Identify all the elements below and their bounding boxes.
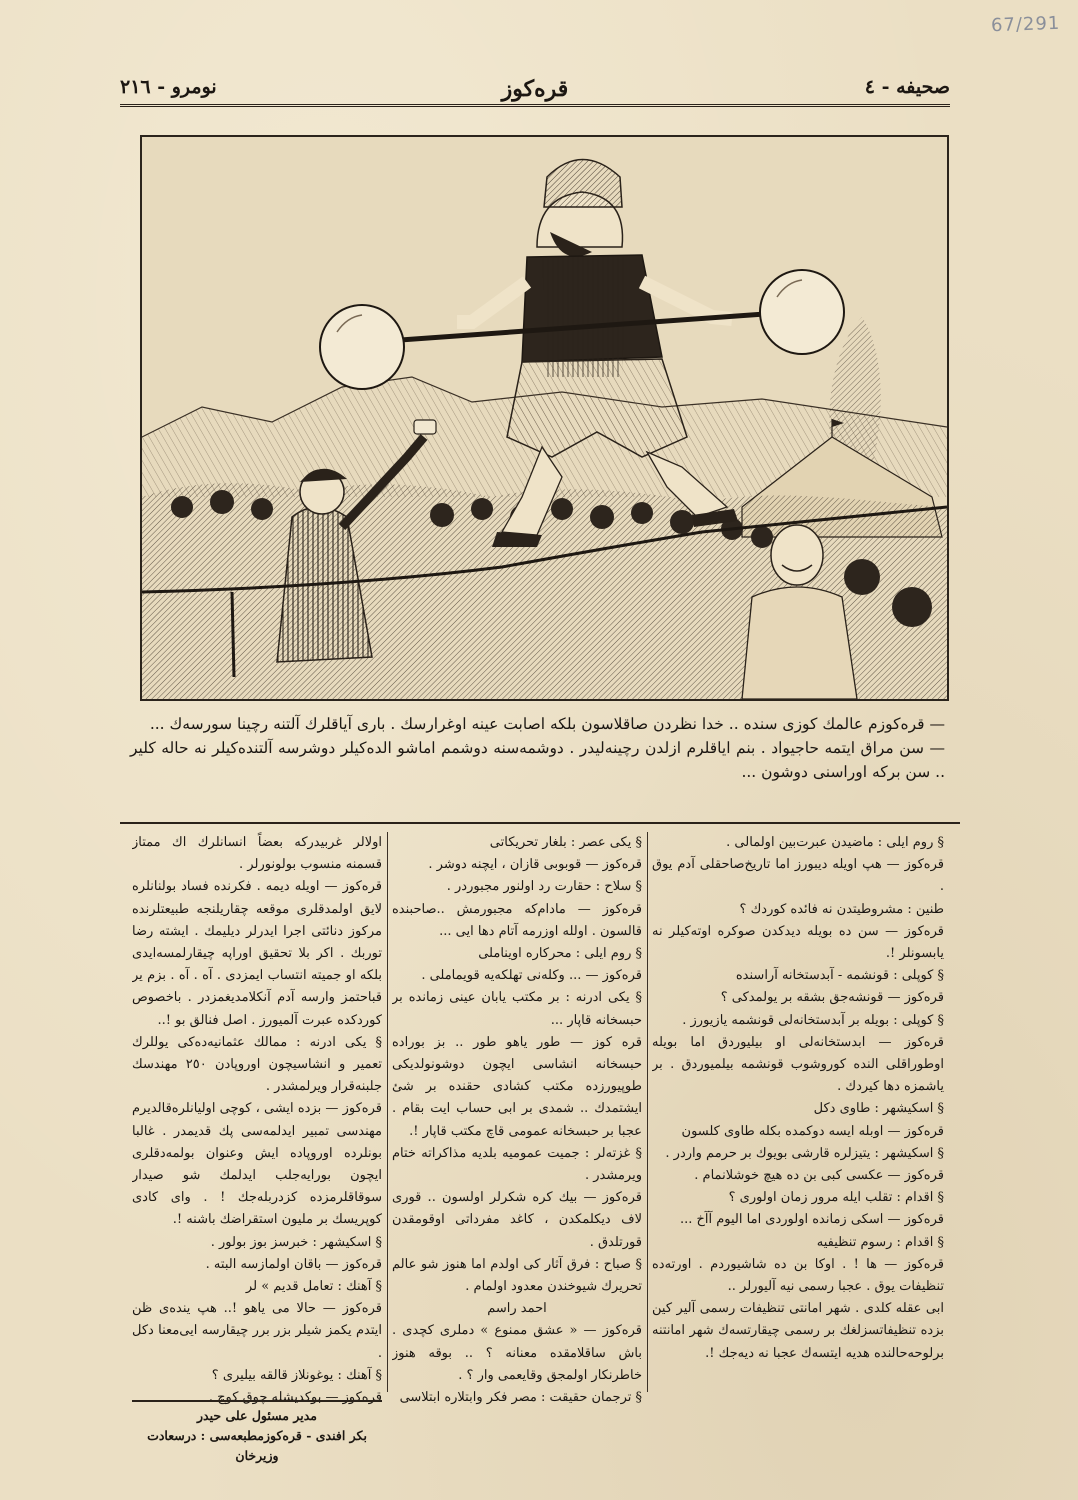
column-paragraph: قره‌كوز — بزده ايشى ، كوچى اوليانلره‌قالديرم مهندسى تمبير ايدلمه‌سى پك قديمدر . غالبا بونلرده اوروپاده ايش وعنوان بولمه‌دقلرى ايچون بورايه‌جلب ايدلمك شو صيدار سوقاقلرمزده كزدربله‌جك ! . واى كادى كوپريسك بر مليون استقراضك باشنه !. (132, 1101, 382, 1228)
column-paragraph: § كوپلى : قونشمه - آبدستخانه آراسنده (735, 968, 944, 984)
barbell-ball-right (760, 270, 844, 354)
column-paragraph: § يكى عصر : بلغار تحريكاتى (489, 835, 642, 850)
column-paragraph: قره‌كوز — سن ده بويله ديدكدن صوكره اوته‌كيلر نه يابسونلر !. (652, 923, 944, 962)
publisher-credits (132, 1400, 382, 1466)
tightrope-cartoon (142, 137, 947, 699)
column-paragraph: § اسكيشهر : خبرسز بوز بولور . (210, 1234, 382, 1250)
column-paragraph: قره‌كوز — اوبله ايسه دوكمده بكله طاوى كلسون (681, 1123, 944, 1139)
column-divider (647, 832, 648, 1392)
cartoon-caption (130, 712, 945, 812)
column-left (132, 832, 382, 1462)
column-paragraph: § يكى ادرنه : ممالك عثمانيه‌ده‌كى يوللرك تعمير و انشاسيچون اوروپادن ٢٥٠ مهندسك جلبنه‌قرار ويرلمشدر . (132, 1034, 382, 1095)
page-number: صحيفه - ٤ (864, 76, 950, 98)
column-paragraph: قره‌كوز — ... وكله‌نى تهلكه‌يه قويماملى . (421, 968, 642, 984)
column-paragraph: § اسكيشهر : يتيزلره قارشى بويوك بر حرمم واردر . (665, 1145, 944, 1161)
editor-credit: مدير مسئول على حيدر (197, 1408, 317, 1423)
column-paragraph: قره‌كوز — اويله ديمه . فكرنده فساد بولنانلره لايق اولمدقلرى موقعه چقاريلنجه طبيعتلرنده مركوز دنائتى اجرا ايدرلر ديليمك . ايشته رضا توربك . اكر بلا تحقيق اوراپه چيقارلمسه‌ايدى بلكه او جميته انتساب ايمزدى . آه . آه . بزم ير قباحتمز وارسه آدم آنكلامديغمزدر . باخصوص كوردكده عبرت آلميورز . اصل فنالق بو !.. (132, 879, 382, 1028)
column-paragraph: قره كوز — طور ياهو طور .. بز بوراده حبسخانه انشاسى ايچون دوشونولديكى طوپيورزده مكتب كشادى حقنده بر شئ ايشتمدك .. شمدى بر ابى حساب ايت بقام . عجبا بر حبسخانه عمومى قاچ مكتب قاپار !. (392, 1034, 642, 1139)
column-paragraph: ابى عقله كلدى . شهر امانتى تنظيفات رسمى آلير كين بزده تنظيفاتسزلغك بر رسمى چيقارتسه‌ك شهر امانتنه برلوحه‌حالنده هديه ايتسه‌ك عجبا نه ديه‌جك !. (652, 1301, 944, 1361)
cartoon-illustration (140, 135, 949, 701)
column-paragraph: قره‌كوز — هپ اويله ديبورز اما تاريخ‌صاحقلى آدم يوق . (652, 857, 944, 895)
column-paragraph: قره‌كوز — بوكديشله چوق كوچ . (208, 1390, 382, 1406)
column-middle (392, 832, 642, 1462)
column-paragraph: احمد راسم (487, 1301, 547, 1317)
masthead-title: قره‌كوز (501, 76, 569, 102)
column-paragraph: قره‌كوز — حالا مى ياهو !.. هپ ينده‌ى ظن ايتدم يكمز شيلر بزر برر چيقارسه ايى‌معنا دكل . (132, 1301, 382, 1361)
column-paragraph: § يكى ادرنه : بر مكتب يابان عينى زمانده بر حبسخانه قاپار ... (392, 990, 642, 1028)
caption-line: — سن مراق ايتمه حاجيواد . بنم اياقلرم ازلدن رچينه‌ليدر . دوشمه‌سنه دوشمم اماشو الده‌كيلر دوشرسه آلتنده‌كيلر نه حاله كلير .. سن بركه اوراسنى دوشون ... (130, 739, 945, 781)
column-paragraph: قره‌كوز — اسكى زمانده اولوردى اما اليوم آآخ ... (679, 1212, 944, 1228)
column-paragraph: § اسكيشهر : طاوى دكل (813, 1101, 944, 1117)
column-paragraph: § روم ايلى : ماضيدن عبرت‌بين اولمالى . (726, 835, 944, 850)
column-paragraph: § اقدام : تقلب ايله مرور زمان اولورى ؟ (728, 1190, 944, 1206)
column-paragraph: قره‌كوز — مادام‌كه مجبورمش ..صاحبنده قالسون . اولله اوزرمه آتام دها ايى ... (392, 901, 642, 939)
section-rule (120, 822, 960, 824)
column-paragraph: قره‌كوز — قوبوبى قازان ، ايچنه دوشر . (428, 857, 642, 873)
column-paragraph: قره‌كوز — قونشه‌جق بشقه بر يولمدكى ؟ (720, 990, 944, 1006)
column-paragraph: § غزته‌لر : جميت عموميه بلديه مذاكراته ختام ويرمشدر . (392, 1145, 642, 1184)
barbell-ball-left (320, 305, 404, 389)
column-paragraph: قره‌كوز — باقان اولمازسه البته . (205, 1256, 382, 1272)
column-paragraph: قره‌كوز — عكسى كبى بن ده هيچ خوشلانمام . (694, 1168, 944, 1184)
column-paragraph: قره‌كوز — ها ! . اوكا بن ده شاشيوردم . اورته‌ده تنظيفات يوق . عجبا رسمى نيه آليورلر .. (652, 1256, 944, 1295)
column-paragraph: اولالر غربيدركه بعضاً انسانلرك اك ممتاز قسمنه منسوب بولونورلر . (132, 835, 382, 873)
archive-mark: 67/291 (990, 12, 1061, 37)
column-paragraph: § اقدام : رسوم تنظيفيه (816, 1234, 944, 1250)
column-paragraph: قره‌كوز — بيك كره شكرلر اولسون .. قورى لاف ديكلمكدن ، كاغد مفرداتى اوقومقدن قورتلدق . (392, 1190, 642, 1250)
column-paragraph: § آهنك : يوغونلاز قالقه بيليرى ؟ (211, 1367, 382, 1383)
column-paragraph: § كوپلى : بويله بر آبدستخانه‌لى قونشمه يازيورز . (682, 1012, 944, 1028)
column-paragraph: § روم ايلى : محركاره اويناملى (478, 946, 642, 962)
column-paragraph: طنين : مشروطيتدن نه فائده كوردك ؟ (739, 901, 944, 917)
column-paragraph: قره‌كوز — ابدستخانه‌لى او بيليوردق اما بويله اوطوراقلى الندە كوروشوب قونشمه بيلميوردق . بر ياشمزه دها كيردك . (652, 1034, 944, 1095)
column-paragraph: § صباح : فرق آثار كى اولدم اما هنوز شو عالم تحريرك شيوخندن معدود اولمام . (392, 1256, 642, 1295)
column-paragraph: § سلاح : حقارت رد اولنور مجبوردر . (446, 879, 642, 895)
printer-credit: بكر افندى - قره‌كوزمطبعه‌سى : درسعادت وزيرخان (147, 1428, 367, 1463)
column-divider (387, 832, 388, 1392)
issue-number: نومرو - ٢١٦ (120, 76, 217, 98)
caption-line: — قره‌كوزم عالمك كوزى سنده .. خدا نظردن صاقلاسون بلكه اصابت عينه اوغرارسك . بارى آياقلرك آلتنه رچينا سورسه‌ك ... (149, 715, 945, 733)
column-paragraph: § آهنك : تعامل قديم » لر (245, 1279, 382, 1295)
column-paragraph: قره‌كوز — « عشق ممنوع » دملرى كچدى . باش ساقلامقده معنانه ؟ .. بوقه هنوز خاطرنكار اولمجق وقايعمى وار ؟ . (392, 1323, 642, 1383)
column-right (652, 832, 944, 1462)
spectator-face (771, 525, 823, 585)
column-paragraph: § ترجمان حقيقت : مصر فكر وابتلاره ابتلاسى (399, 1390, 642, 1406)
page-header (120, 72, 950, 107)
